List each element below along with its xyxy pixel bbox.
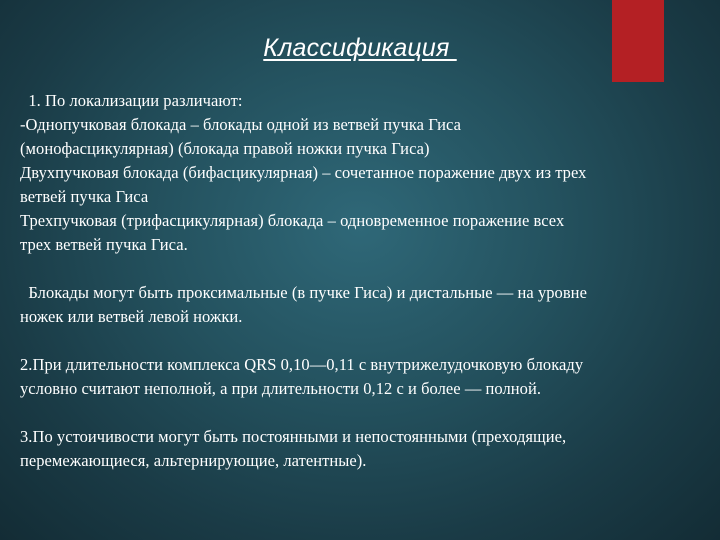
body-line [20, 401, 710, 425]
body-line: 3.По устоичивости могут быть постоянными и непостоянными (преходящие, [20, 427, 567, 446]
body-line: (монофасцикулярная) (блокада правой ножки пучка Гиса) [20, 139, 430, 158]
body-line: ветвей пучка Гиса [20, 187, 149, 206]
body-line: ножек или ветвей левой ножки. [20, 307, 243, 326]
slide-title: Классификация [263, 34, 457, 62]
body-line: -Однопучковая блокада – блокады одной из ветвей пучка Гиса [20, 115, 461, 134]
body-line: перемежающиеся, альтернирующие, латентные). [20, 451, 367, 470]
body-line: Блокады могут быть проксимальные (в пучке Гиса) и дистальные — на уровне [20, 283, 587, 302]
slide-body [20, 89, 710, 473]
body-line: трех ветвей пучка Гиса. [20, 235, 188, 254]
body-line: условно считают неполной, а при длительности 0,12 с и более — полной. [20, 379, 542, 398]
body-line [20, 329, 710, 353]
body-line: 2.При длительности комплекса QRS 0,10—0,11 с внутрижелудочковую блокаду [20, 355, 584, 374]
body-line: Двухпучковая блокада (бифасцикулярная) – сочетанное поражение двух из трех [20, 163, 587, 182]
body-line: 1. По локализации различают: [20, 91, 243, 110]
body-line: Трехпучковая (трифасцикулярная) блокада – одновременное поражение всех [20, 211, 565, 230]
body-line [20, 257, 710, 281]
